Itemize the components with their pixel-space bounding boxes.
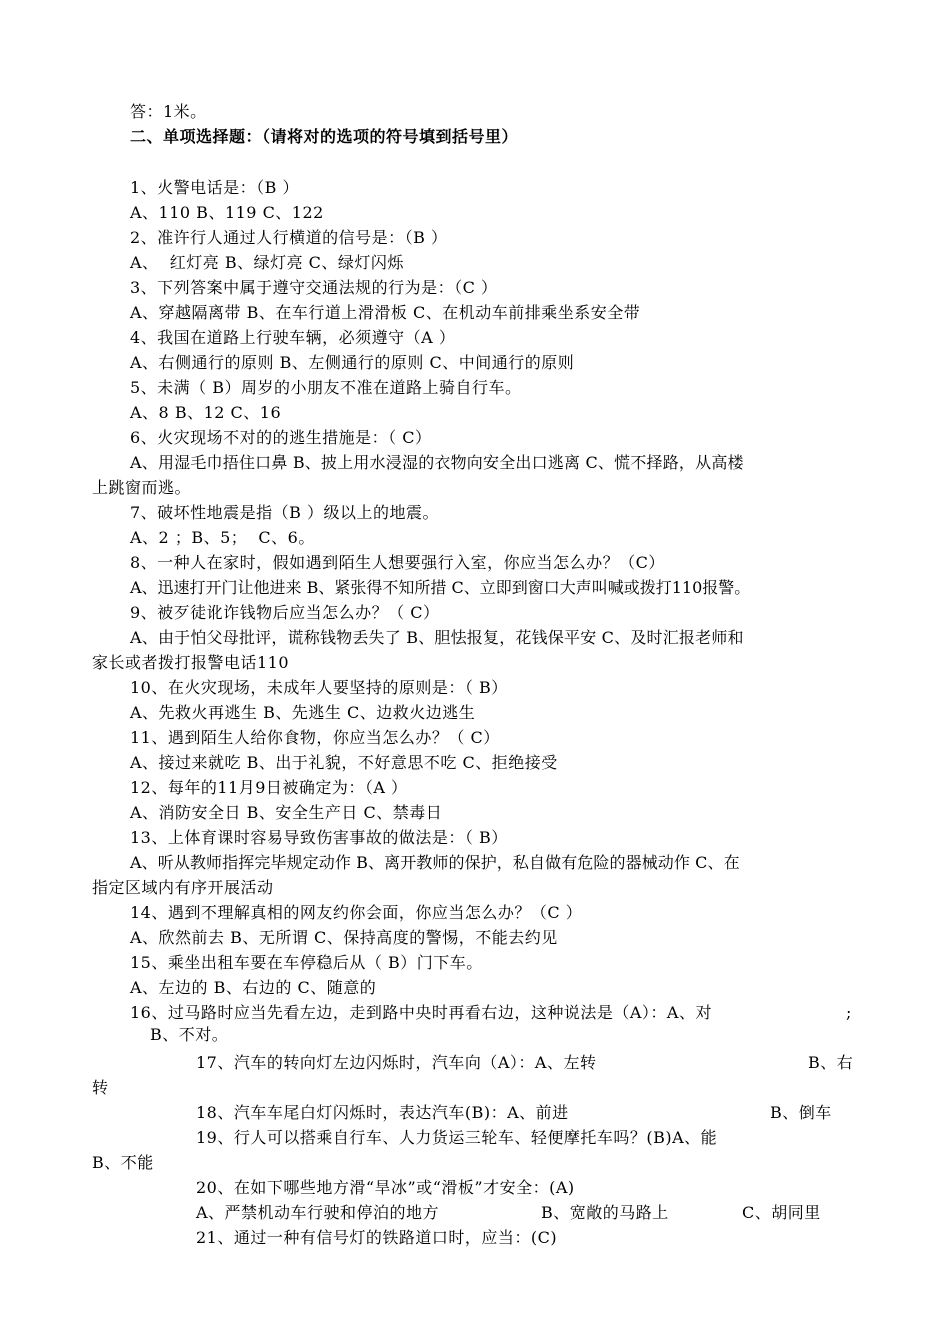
options-line-continued: 指定区域内有序开展活动 xyxy=(92,878,274,897)
option-item: B、不对。 xyxy=(150,1025,229,1044)
question-line: 13、上体育课时容易导致伤害事故的做法是：（ B） xyxy=(130,828,508,847)
options-line: A、2 ；B、5； C、6。 xyxy=(130,528,315,547)
options-line: A、8 B、12 C、16 xyxy=(130,403,282,422)
options-line: A、先救火再逃生 B、先逃生 C、边救火边逃生 xyxy=(130,703,476,722)
options-line: A、由于怕父母批评，谎称钱物丢失了 B、胆怯报复，花钱保平安 C、及时汇报老师和 xyxy=(130,628,744,647)
question-line: 17、汽车的转向灯左边闪烁时，汽车向（A）：A、左转 xyxy=(196,1053,597,1072)
option-item: B、右 xyxy=(808,1053,854,1072)
options-line: A、迅速打开门让他进来 B、紧张得不知所措 C、立即到窗口大声叫喊或拨打110报警。 xyxy=(130,578,751,597)
question-line: 5、未满（ B）周岁的小朋友不准在道路上骑自行车。 xyxy=(130,378,522,397)
question-line: 1、火警电话是：（B ） xyxy=(130,178,300,197)
options-line: A、消防安全日 B、安全生产日 C、禁毒日 xyxy=(130,803,443,822)
option-item: B、倒车 xyxy=(770,1103,832,1122)
options-line: A、左边的 B、右边的 C、随意的 xyxy=(130,978,377,997)
question-line: 20、在如下哪些地方滑“旱冰”或“滑板”才安全：(A) xyxy=(196,1178,575,1197)
options-line: A、接过来就吃 B、出于礼貌，不好意思不吃 C、拒绝接受 xyxy=(130,753,558,772)
question-line: 16、过马路时应当先看左边，走到路中央时再看右边，这种说法是（A）：A、对 xyxy=(130,1003,712,1022)
options-line-continued: 上跳窗而逃。 xyxy=(92,478,192,497)
question-line: 9、被歹徒讹诈钱物后应当怎么办？（ C） xyxy=(130,603,440,622)
options-line: A、110 B、119 C、122 xyxy=(130,203,324,222)
option-item: A、严禁机动车行驶和停泊的地方 xyxy=(196,1203,440,1222)
options-line: A、右侧通行的原则 B、左侧通行的原则 C、中间通行的原则 xyxy=(130,353,575,372)
option-item: C、胡同里 xyxy=(742,1203,821,1222)
option-item-continued: 转 xyxy=(92,1078,109,1097)
question-line: 4、我国在道路上行驶车辆，必须遵守（A ） xyxy=(130,328,456,347)
question-line: 18、汽车车尾白灯闪烁时，表达汽车(B)：A、前进 xyxy=(196,1103,569,1122)
options-line: A、欣然前去 B、无所谓 C、保持高度的警惕，不能去约见 xyxy=(130,928,558,947)
question-line: 3、下列答案中属于遵守交通法规的行为是：（C ） xyxy=(130,278,498,297)
options-line: A、用湿毛巾捂住口鼻 B、披上用水浸湿的衣物向安全出口逃离 C、慌不择路，从高楼 xyxy=(130,453,744,472)
options-line-continued: 家长或者拨打报警电话110 xyxy=(92,653,290,672)
question-line: 12、每年的11月9日被确定为：（A ） xyxy=(130,778,408,797)
question-line: 19、行人可以搭乘自行车、人力货运三轮车、轻便摩托车吗？(B)A、能 xyxy=(196,1128,718,1147)
options-line: A、听从教师指挥完毕规定动作 B、离开教师的保护，私自做有危险的器械动作 C、在 xyxy=(130,853,740,872)
question-line: 11、遇到陌生人给你食物，你应当怎么办？（ C） xyxy=(130,728,500,747)
question-line: 2、准许行人通过人行横道的信号是：（B ） xyxy=(130,228,448,247)
option-item: B、不能 xyxy=(92,1153,154,1172)
section-title: 二、单项选择题：（请将对的选项的符号填到括号里） xyxy=(130,127,519,146)
question-line: 7、破坏性地震是指（B ）级以上的地震。 xyxy=(130,503,440,522)
separator-mark: ; xyxy=(846,1003,852,1022)
question-line: 14、遇到不理解真相的网友约你会面，你应当怎么办？（C ） xyxy=(130,903,583,922)
question-line: 21、通过一种有信号灯的铁路道口时，应当：(C) xyxy=(196,1228,558,1247)
options-line: A、 红灯亮 B、绿灯亮 C、绿灯闪烁 xyxy=(130,253,404,272)
question-line: 15、乘坐出租车要在车停稳后从（ B）门下车。 xyxy=(130,953,483,972)
question-line: 8、一种人在家时，假如遇到陌生人想要强行入室，你应当怎么办？（C） xyxy=(130,553,665,572)
question-line: 6、火灾现场不对的的逃生措施是：（ C） xyxy=(130,428,432,447)
question-line: 10、在火灾现场，未成年人要坚持的原则是：（ B） xyxy=(130,678,508,697)
options-line: A、穿越隔离带 B、在车行道上滑滑板 C、在机动车前排乘坐系安全带 xyxy=(130,303,641,322)
previous-answer: 答：1米。 xyxy=(130,102,207,121)
option-item: B、宽敞的马路上 xyxy=(541,1203,669,1222)
